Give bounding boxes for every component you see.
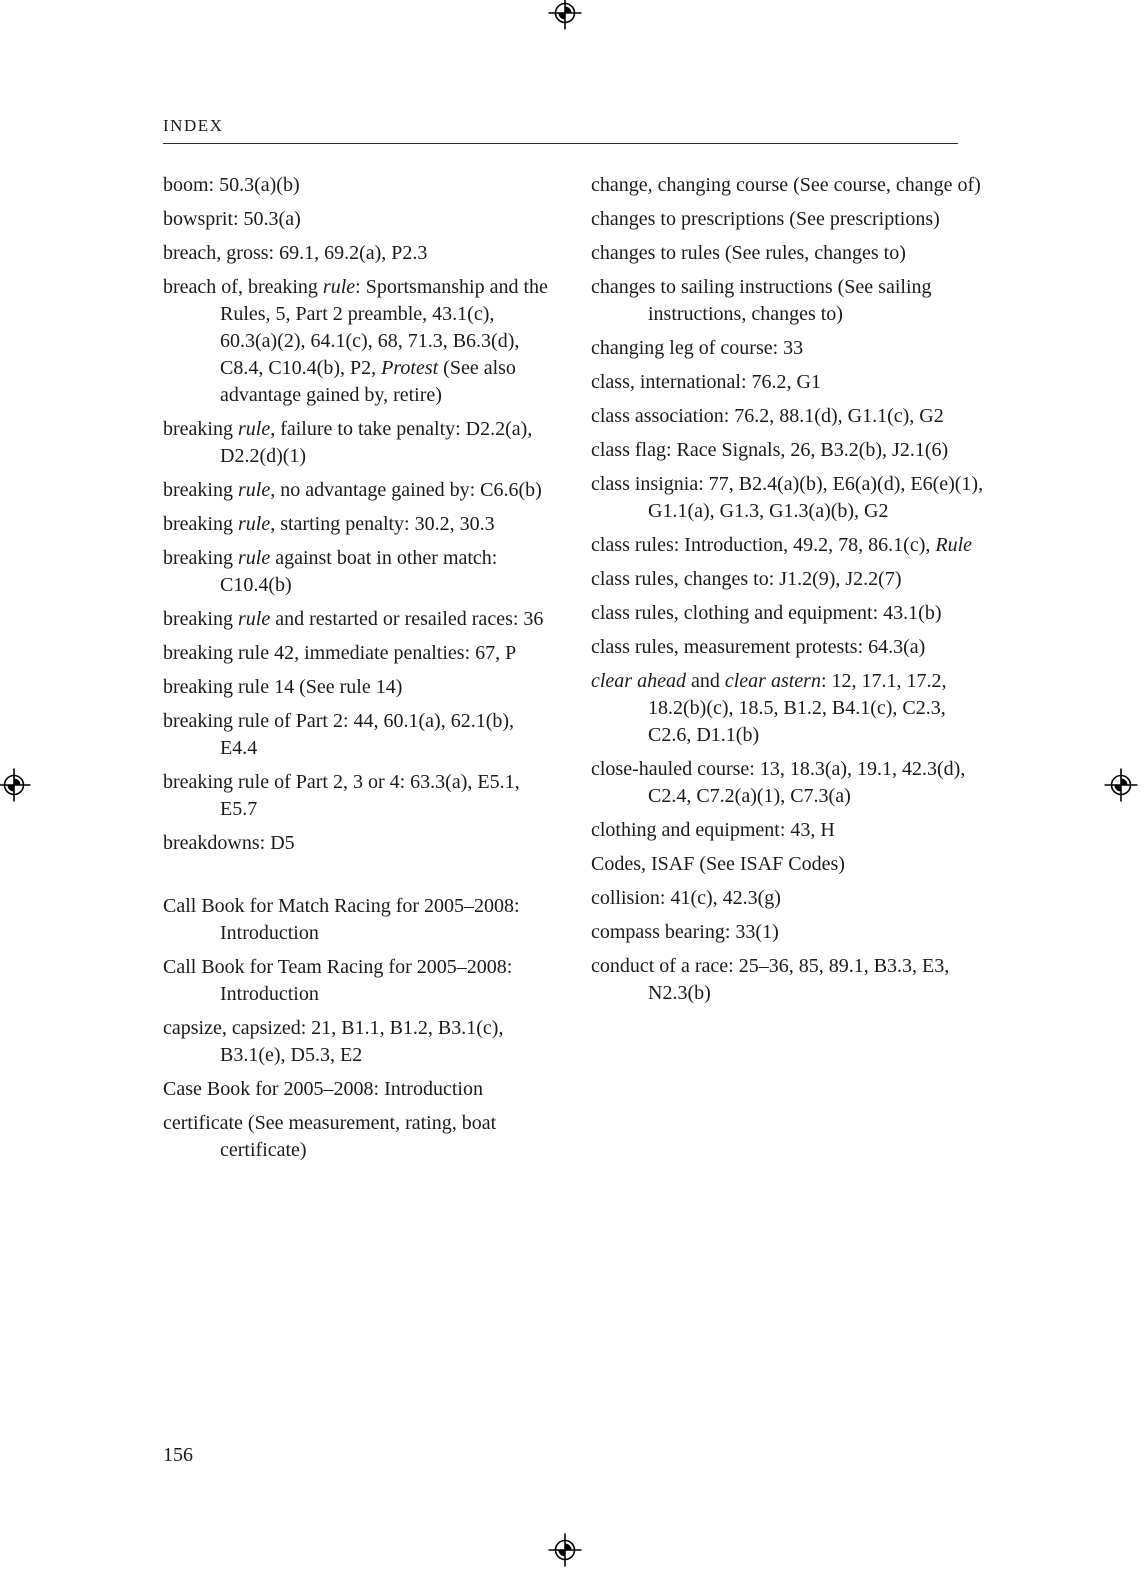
index-entry-text: class insignia: 77, B2.4(a)(b), E6(a)(d), E6(e)(1), G1.1(a), G1.3, G1.3(a)(b), G2 bbox=[591, 473, 984, 522]
index-entry bbox=[163, 206, 551, 233]
index-entry-text: class rules, changes to: J1.2(9), J2.2(7) bbox=[591, 568, 902, 590]
index-entry-text: Call Book for Team Racing for 2005–2008: Introduction bbox=[163, 956, 513, 1005]
index-entry-italic-text: clear ahead bbox=[591, 670, 686, 692]
index-entry bbox=[163, 606, 551, 633]
index-entry-text: changes to prescriptions (See prescriptions) bbox=[591, 208, 940, 230]
index-entry-text: , no advantage gained by: C6.6(b) bbox=[270, 479, 542, 501]
index-entry-italic-text: rule bbox=[237, 418, 271, 440]
index-entry-text: breaking rule of Part 2: 44, 60.1(a), 62.1(b), E4.4 bbox=[163, 710, 515, 759]
index-entry-text: breaking rule 42, immediate penalties: 67, P bbox=[163, 642, 517, 664]
index-content bbox=[163, 172, 987, 1171]
index-entry-text: , failure to take penalty: D2.2(a), D2.2(d)(1) bbox=[220, 418, 533, 467]
index-entry-text: and restarted or resailed races: 36 bbox=[270, 608, 544, 630]
index-entry bbox=[591, 471, 987, 525]
index-entry-text: changes to rules (See rules, changes to) bbox=[591, 242, 906, 264]
index-entry bbox=[163, 1015, 551, 1069]
index-entry bbox=[591, 240, 987, 267]
index-entry bbox=[163, 240, 551, 267]
registration-mark-icon bbox=[548, 0, 582, 30]
index-entry bbox=[591, 172, 987, 199]
page-header bbox=[163, 116, 958, 144]
index-entry-text: boom: 50.3(a)(b) bbox=[163, 174, 300, 196]
index-entry bbox=[591, 953, 987, 1007]
index-column-right bbox=[591, 172, 987, 1171]
index-entry bbox=[591, 403, 987, 430]
index-entry bbox=[163, 674, 551, 701]
index-entry-text: capsize, capsized: 21, B1.1, B1.2, B3.1(c), B3.1(e), D5.3, E2 bbox=[163, 1017, 504, 1066]
index-entry-text: class association: 76.2, 88.1(d), G1.1(c), G2 bbox=[591, 405, 944, 427]
index-entry bbox=[163, 954, 551, 1008]
index-column-left bbox=[163, 172, 551, 1171]
index-entry bbox=[163, 416, 551, 470]
index-entry-text: collision: 41(c), 42.3(g) bbox=[591, 887, 781, 909]
index-entry-italic-text: rule bbox=[237, 608, 271, 630]
index-entry-text: Case Book for 2005–2008: Introduction bbox=[163, 1078, 483, 1100]
index-entry bbox=[591, 532, 987, 559]
index-entry bbox=[163, 893, 551, 947]
index-entry bbox=[163, 545, 551, 599]
page-number: 156 bbox=[163, 1444, 193, 1466]
index-entry-text: breach, gross: 69.1, 69.2(a), P2.3 bbox=[163, 242, 428, 264]
index-entry-text: breaking bbox=[163, 608, 238, 630]
index-entry-text: changes to sailing instructions (See sailing instructions, changes to) bbox=[591, 276, 932, 325]
index-entry-text: conduct of a race: 25–36, 85, 89.1, B3.3, E3, N2.3(b) bbox=[591, 955, 950, 1004]
index-entry-text: clothing and equipment: 43, H bbox=[591, 819, 835, 841]
index-entry-text: class rules, measurement protests: 64.3(a) bbox=[591, 636, 926, 658]
index-entry-text: , starting penalty: 30.2, 30.3 bbox=[270, 513, 495, 535]
index-entry-text: Codes, ISAF (See ISAF Codes) bbox=[591, 853, 845, 875]
index-entry bbox=[163, 477, 551, 504]
index-entry-text: : 12, 17.1, 17.2, 18.2(b)(c), 18.5, B1.2, B4.1(c), C2.3, C2.6, D1.1(b) bbox=[648, 670, 947, 746]
index-entry bbox=[591, 885, 987, 912]
index-entry-text: close-hauled course: 13, 18.3(a), 19.1, 42.3(d), C2.4, C7.2(a)(1), C7.3(a) bbox=[591, 758, 966, 807]
index-entry bbox=[163, 1076, 551, 1103]
index-entry-text: breach of, breaking bbox=[163, 276, 323, 298]
running-head-title: INDEX bbox=[163, 116, 224, 135]
index-entry-italic-text: rule bbox=[237, 479, 271, 501]
index-entry-italic-text: rule bbox=[237, 513, 271, 535]
index-entry bbox=[591, 600, 987, 627]
index-entry-text: : Sportsmanship and the Rules, 5, Part 2 preamble, 43.1(c), 60.3(a)(2), 64.1(c), 68, 71.3, B6.3(d), C8.4, C10.4(b), P2, bbox=[220, 276, 548, 379]
index-entry-text: breaking bbox=[163, 513, 238, 535]
index-entry bbox=[591, 566, 987, 593]
index-entry-italic-text: Rule bbox=[935, 534, 973, 556]
index-entry bbox=[591, 634, 987, 661]
index-entry bbox=[163, 274, 551, 409]
index-entry-text: certificate (See measurement, rating, boat certificate) bbox=[163, 1112, 497, 1161]
index-entry bbox=[591, 851, 987, 878]
index-entry bbox=[591, 274, 987, 328]
index-entry bbox=[163, 708, 551, 762]
index-entry-text: class flag: Race Signals, 26, B3.2(b), J2.1(6) bbox=[591, 439, 949, 461]
index-entry-text: changing leg of course: 33 bbox=[591, 337, 804, 359]
index-entry bbox=[591, 817, 987, 844]
index-entry bbox=[163, 640, 551, 667]
registration-mark-icon bbox=[1104, 768, 1138, 802]
index-entry-text: (See also advantage gained by, retire) bbox=[220, 357, 516, 406]
index-entry-text: Call Book for Match Racing for 2005–2008: Introduction bbox=[163, 895, 520, 944]
index-entry bbox=[163, 1110, 551, 1164]
index-entry bbox=[591, 919, 987, 946]
index-entry bbox=[591, 437, 987, 464]
index-entry-text: breaking bbox=[163, 418, 238, 440]
index-entry-italic-text: clear astern bbox=[724, 670, 821, 692]
index-entry-italic-text: rule bbox=[322, 276, 356, 298]
index-entry bbox=[163, 511, 551, 538]
index-entry bbox=[591, 335, 987, 362]
index-entry bbox=[591, 369, 987, 396]
registration-mark-icon bbox=[548, 1533, 582, 1567]
index-entry-text: bowsprit: 50.3(a) bbox=[163, 208, 301, 230]
index-entry-text: breaking bbox=[163, 479, 238, 501]
index-entry-text: class, international: 76.2, G1 bbox=[591, 371, 821, 393]
index-entry-italic-text: rule bbox=[237, 547, 271, 569]
index-entry-text: breakdowns: D5 bbox=[163, 832, 295, 854]
index-entry-italic-text: Protest bbox=[381, 357, 439, 379]
index-entry bbox=[591, 206, 987, 233]
index-entry-text: class rules, clothing and equipment: 43.1(b) bbox=[591, 602, 942, 624]
index-entry-text: breaking rule 14 (See rule 14) bbox=[163, 676, 403, 698]
index-entry-text: change, changing course (See course, change of) bbox=[591, 174, 981, 196]
index-entry-text: against boat in other match: C10.4(b) bbox=[220, 547, 498, 596]
index-entry-text: and bbox=[685, 670, 725, 692]
index-entry-text: breaking rule of Part 2, 3 or 4: 63.3(a), E5.1, E5.7 bbox=[163, 771, 520, 820]
index-entry bbox=[163, 769, 551, 823]
index-entry bbox=[591, 668, 987, 749]
index-entry-text: class rules: Introduction, 49.2, 78, 86.1(c), bbox=[591, 534, 936, 556]
header-rule-divider bbox=[163, 143, 958, 144]
registration-mark-icon bbox=[0, 768, 31, 802]
index-entry bbox=[163, 172, 551, 199]
index-entry bbox=[591, 756, 987, 810]
index-entry-text: compass bearing: 33(1) bbox=[591, 921, 779, 943]
index-entry-text: breaking bbox=[163, 547, 238, 569]
index-entry bbox=[163, 830, 551, 857]
